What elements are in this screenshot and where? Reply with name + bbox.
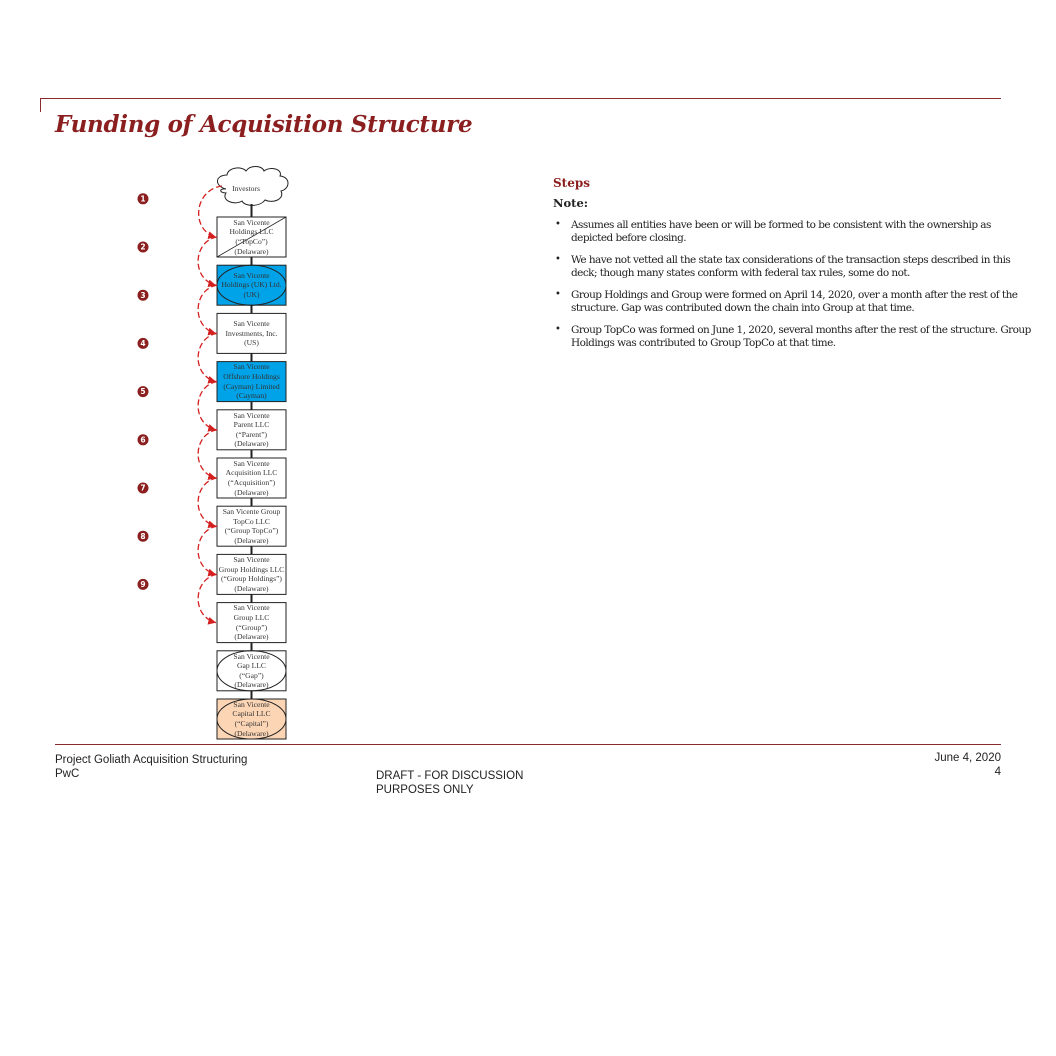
funding-arrow-9 bbox=[198, 574, 217, 622]
entity-label-group: San Vicente Group LLC (“Group”) (Delaware) bbox=[233, 603, 270, 642]
note-item: • Assumes all entities have been or will be formed to be consistent with the ownership as depicted before closing. bbox=[553, 219, 1033, 244]
step-number-6: 6 bbox=[140, 435, 146, 445]
funding-arrow-5 bbox=[198, 382, 217, 430]
entity-label-capital: San Vicente Capital LLC (“Capital”) (Delaware) bbox=[232, 699, 271, 738]
step-number-4: 4 bbox=[140, 339, 146, 348]
steps-heading: Steps bbox=[553, 176, 590, 190]
step-number-5: 5 bbox=[140, 387, 146, 397]
entity-label-topco: San Vicente Holdings LLC (“TopCo”) (Delaware) bbox=[229, 217, 274, 256]
entity-label-us: San Vicente Investments, Inc. (US) bbox=[225, 319, 278, 348]
footer-draft-line2: PURPOSES ONLY bbox=[376, 784, 474, 796]
page-number: 4 bbox=[994, 766, 1001, 778]
footer-draft bbox=[376, 769, 523, 797]
note-label: Note: bbox=[553, 196, 589, 210]
entity-label-gap: San Vicente Gap LLC (“Gap”) (Delaware) bbox=[233, 651, 270, 690]
step-number-7: 7 bbox=[140, 483, 146, 493]
entity-label-group-holdings: San Vicente Group Holdings LLC (“Group Holdings”) (Delaware) bbox=[218, 555, 285, 593]
investors-label: Investors bbox=[232, 184, 260, 193]
funding-arrow-3 bbox=[198, 285, 217, 333]
footer-draft-line1: DRAFT - FOR DISCUSSION bbox=[376, 770, 524, 782]
footer-left bbox=[55, 753, 247, 781]
funding-arrow-2 bbox=[198, 237, 217, 285]
note-item: • We have not vetted all the state tax considerations of the transaction steps described in this deck; though many states conform with federal tax rules, some do not. bbox=[553, 254, 1033, 279]
steps-panel bbox=[553, 176, 1033, 359]
bottom-rule bbox=[55, 744, 1001, 745]
funding-arrow-7 bbox=[198, 478, 217, 526]
entity-label-uk: San Vicente Holdings (UK) Ltd. (UK) bbox=[221, 270, 282, 299]
footer-project: Project Goliath Acquisition Structuring bbox=[55, 754, 248, 766]
entity-label-group-topco: San Vicente Group TopCo LLC (“Group TopCo”) (Delaware) bbox=[222, 507, 281, 545]
step-number-8: 8 bbox=[140, 531, 146, 541]
funding-arrow-8 bbox=[198, 526, 217, 574]
entity-label-cayman: San Vicente Offshore Holdings (Cayman) Limited (Cayman) bbox=[223, 362, 280, 401]
note-item: • Group Holdings and Group were formed on April 14, 2020, over a month after the rest of the structure. Gap was contributed down the chain into Group at that time. bbox=[553, 289, 1033, 314]
step-number-1: 1 bbox=[140, 194, 146, 204]
step-number-3: 3 bbox=[140, 290, 146, 300]
step-number-2: 2 bbox=[140, 242, 146, 252]
entity-label-parent: San Vicente Parent LLC (“Parent”) (Delaware) bbox=[233, 410, 270, 449]
note-item: • Group TopCo was formed on June 1, 2020, several months after the rest of the structure. Group Holdings was contributed to Group TopCo at that time. bbox=[553, 324, 1033, 349]
footer-date: June 4, 2020 bbox=[934, 752, 1001, 764]
step-number-9: 9 bbox=[140, 580, 146, 589]
footer-right bbox=[934, 751, 1001, 779]
page-title: Funding of Acquisition Structure bbox=[55, 111, 473, 138]
funding-arrow-4 bbox=[198, 333, 217, 381]
funding-arrow-6 bbox=[198, 430, 217, 478]
note-list bbox=[553, 219, 1033, 349]
entity-label-acquisition: San Vicente Acquisition LLC (“Acquisition”) (Delaware) bbox=[225, 458, 278, 497]
footer-firm: PwC bbox=[55, 768, 80, 780]
